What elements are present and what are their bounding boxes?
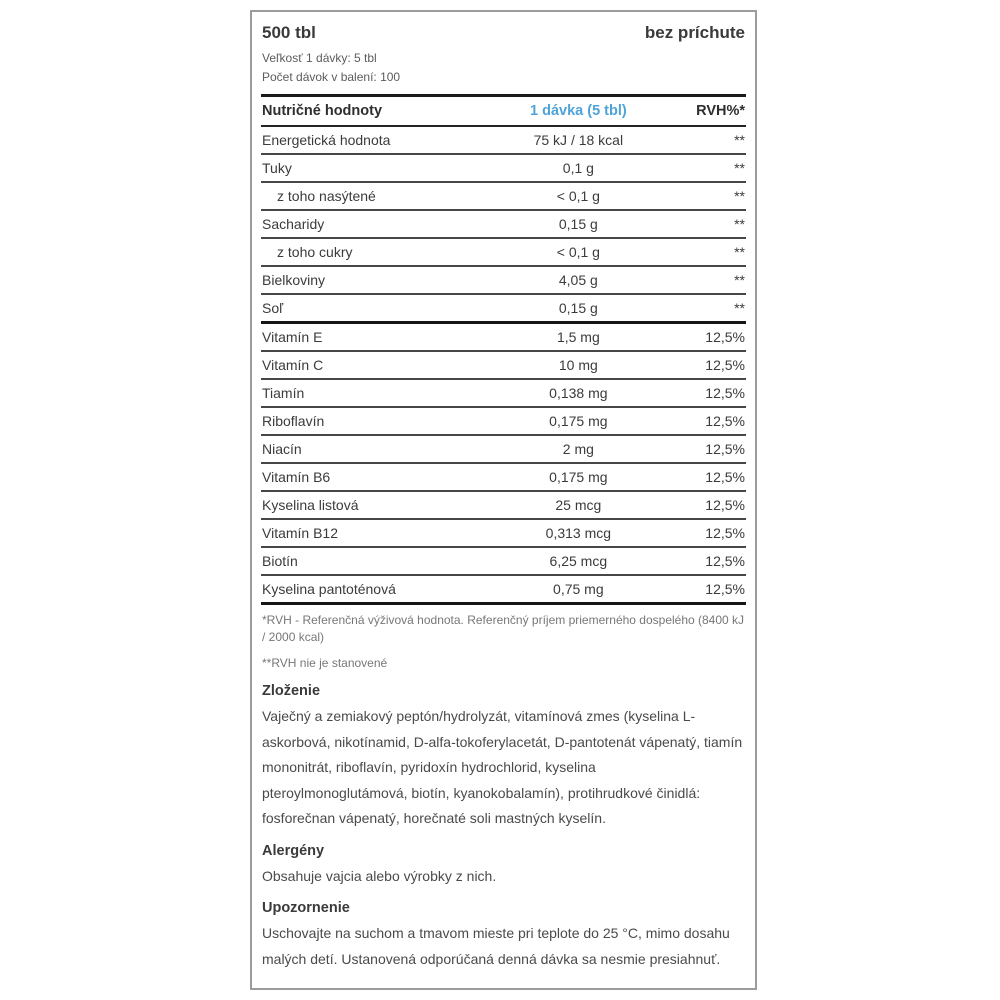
row-label: Vitamín B12	[262, 525, 339, 541]
row-rvh: 12,5%	[705, 497, 745, 513]
row-value: 1,5 mg	[556, 329, 600, 345]
row-value: 0,313 mcg	[545, 525, 612, 541]
row-label: Vitamín E	[262, 329, 323, 345]
table-row	[261, 380, 746, 408]
label-title-row	[261, 21, 746, 43]
row-label: z toho cukry	[277, 244, 353, 260]
nutrition-label-panel	[250, 10, 757, 990]
row-label: Soľ	[262, 300, 284, 316]
row-value: 0,175 mg	[549, 413, 608, 429]
row-value: 2 mg	[562, 441, 594, 457]
row-rvh: **	[734, 160, 745, 176]
nutrition-table-body	[261, 127, 746, 605]
row-label: Kyselina listová	[262, 497, 359, 513]
row-rvh: 12,5%	[705, 385, 745, 401]
row-rvh: 12,5%	[705, 413, 745, 429]
table-row	[261, 239, 746, 267]
table-row	[261, 464, 746, 492]
column-header-serving: 1 dávka (5 tbl)	[530, 103, 627, 119]
section-heading-ingredients: Zloženie	[262, 683, 321, 699]
section-allergens	[261, 843, 746, 890]
row-value: 0,15 g	[558, 216, 598, 232]
table-row	[261, 211, 746, 239]
row-rvh: **	[734, 132, 745, 148]
row-rvh: 12,5%	[705, 441, 745, 457]
table-row	[261, 324, 746, 352]
row-label: Tuky	[262, 160, 292, 176]
column-header-rvh: RVH%*	[696, 103, 745, 119]
table-row	[261, 352, 746, 380]
row-label: Sacharidy	[262, 216, 325, 232]
section-body-allergens: Obsahuje vajcia alebo výrobky z nich.	[262, 867, 497, 884]
table-row	[261, 155, 746, 183]
tablet-count: 500 tbl	[262, 23, 316, 42]
section-ingredients	[261, 683, 746, 832]
row-label: Riboflavín	[262, 413, 325, 429]
row-value: 0,15 g	[558, 300, 598, 316]
nutrition-table-header	[261, 97, 746, 127]
flavor-name: bez príchute	[644, 23, 745, 42]
row-label: Biotín	[262, 553, 298, 569]
serving-info	[261, 49, 746, 87]
row-value: 25 mcg	[555, 497, 602, 513]
row-value: 10 mg	[558, 357, 598, 373]
row-rvh: 12,5%	[705, 469, 745, 485]
table-row	[261, 548, 746, 576]
table-row	[261, 127, 746, 155]
row-value: < 0,1 g	[556, 244, 600, 260]
row-rvh: **	[734, 244, 745, 260]
row-value: 0,138 mg	[549, 385, 608, 401]
table-row	[261, 436, 746, 464]
serving-size: Veľkosť 1 dávky: 5 tbl	[262, 51, 377, 65]
column-header-name: Nutričné hodnoty	[262, 103, 383, 119]
row-label: Vitamín C	[262, 357, 324, 373]
row-rvh: **	[734, 272, 745, 288]
section-warning	[261, 900, 746, 972]
row-rvh: 12,5%	[705, 525, 745, 541]
table-row	[261, 267, 746, 295]
row-value: 4,05 g	[558, 272, 598, 288]
row-label: Kyselina pantoténová	[262, 581, 396, 597]
row-rvh: 12,5%	[705, 357, 745, 373]
row-label: Bielkoviny	[262, 272, 326, 288]
section-body-warning: Uschovajte na suchom a tmavom mieste pri teplote do 25 °C, mimo dosahu malých detí. Ustanovená odporúčaná denná dávka sa nesmie presiahnuť.	[262, 925, 730, 967]
row-value: 75 kJ / 18 kcal	[533, 132, 624, 148]
row-rvh: **	[734, 300, 745, 316]
section-body-ingredients: Vaječný a zemiakový peptón/hydrolyzát, vitamínová zmes (kyselina L-askorbová, nikotínamid, D-alfa-tokoferylacetát, D-pantotenát vápenatý, tiamín mononitrát, riboflavín, pyridoxín hydrochlorid, kyselina pteroylmonoglutámová, biotín, kyanokobalamín), protihrudkové činidlá: fosforečnan vápenatý, horečnaté soli mastných kyselín.	[262, 708, 743, 826]
row-rvh: **	[734, 216, 745, 232]
table-row	[261, 295, 746, 324]
row-label: Tiamín	[262, 385, 305, 401]
row-rvh: 12,5%	[705, 553, 745, 569]
row-label: z toho nasýtené	[277, 188, 376, 204]
row-label: Niacín	[262, 441, 302, 457]
row-value: 0,75 mg	[553, 581, 604, 597]
table-row	[261, 520, 746, 548]
footnote-rvh-definition: *RVH - Referenčná výživová hodnota. Referenčný príjem priemerného dospelého (8400 kJ / 2000 kcal)	[262, 613, 745, 644]
section-heading-warning: Upozornenie	[262, 900, 350, 916]
row-value: 0,1 g	[562, 160, 594, 176]
section-heading-allergens: Alergény	[262, 842, 325, 859]
row-label: Energetická hodnota	[262, 132, 391, 148]
table-row	[261, 408, 746, 436]
servings-per-package: Počet dávok v balení: 100	[262, 70, 401, 84]
row-label: Vitamín B6	[262, 469, 331, 485]
table-row	[261, 492, 746, 520]
row-rvh: **	[734, 188, 745, 204]
row-rvh: 12,5%	[705, 329, 745, 345]
row-rvh: 12,5%	[705, 581, 745, 597]
row-value: 6,25 mcg	[549, 553, 608, 569]
footnotes	[261, 612, 746, 672]
footnote-rvh-not-established: **RVH nie je stanovené	[262, 656, 388, 670]
table-row	[261, 576, 746, 605]
nutrition-table	[261, 97, 746, 605]
row-value: 0,175 mg	[549, 469, 608, 485]
table-row	[261, 183, 746, 211]
row-value: < 0,1 g	[556, 188, 600, 204]
